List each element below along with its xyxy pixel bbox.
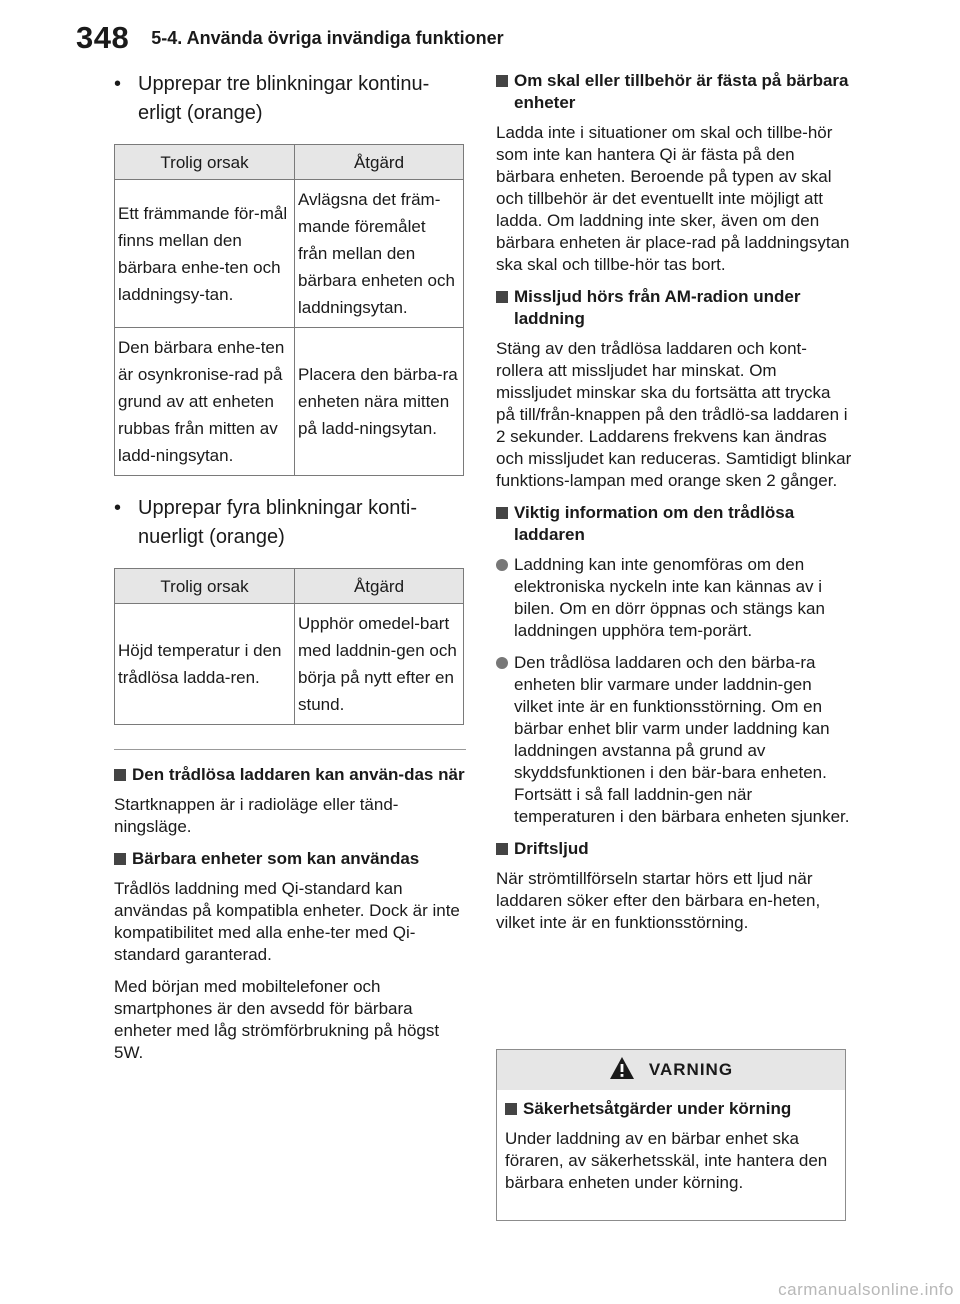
table-cell-action: Placera den bärba-ra enheten nära mitten på ladd-ningsytan.	[295, 328, 464, 476]
page-number: 348	[76, 20, 130, 55]
column-header-cause: Trolig orsak	[115, 569, 295, 604]
table-header-row	[115, 569, 464, 604]
bullet-dot-icon: •	[114, 73, 122, 95]
warning-text: Under laddning av en bärbar enhet ska föraren, av säkerhetsskäl, inte hantera den bärbara enheten under körning.	[505, 1129, 828, 1192]
warning-box	[496, 1049, 846, 1221]
column-header-cause: Trolig orsak	[115, 145, 295, 180]
square-bullet-icon	[496, 291, 508, 303]
table-header-row	[115, 145, 464, 180]
bullet-dot-icon: •	[114, 497, 122, 519]
table-row	[115, 180, 464, 328]
fault-table-three-blinks	[114, 144, 464, 476]
heading-important-info: Viktig information om den trådlösa laddaren	[496, 502, 852, 546]
right-column	[496, 70, 852, 944]
table-cell-action: Upphör omedel-bart med laddnin-gen och börja på nytt efter en stund.	[295, 604, 464, 725]
left-column	[114, 70, 466, 1074]
bullet-four-blinks	[114, 494, 466, 552]
heading-cases-accessories: Om skal eller tillbehör är fästa på bärbara enheter	[496, 70, 852, 114]
square-bullet-icon	[496, 507, 508, 519]
paragraph-usable-when: Startknappen är i radioläge eller tänd-ningsläge.	[114, 795, 399, 836]
list-item-heat: Den trådlösa laddaren och den bärba-ra enheten blir varmare under laddnin-gen vilket inte är en funktionsstörning. Om en bärbar enhet blir varm under laddning kan laddningen avstanna på grund av skyddsfunktionen i den bär-bara enheten. Fortsätt i så fall laddnin-gen när temperaturen i den bärbara enheten sjunker.	[496, 652, 852, 828]
heading-operating-sound: Driftsljud	[496, 838, 852, 860]
heading-safety-while-driving: Säkerhetsåtgärder under körning	[505, 1098, 835, 1120]
warning-triangle-icon	[609, 1056, 635, 1085]
table-row	[115, 328, 464, 476]
heading-am-noise: Missljud hörs från AM-radion under laddning	[496, 286, 852, 330]
square-bullet-icon	[114, 853, 126, 865]
section-title: 5-4. Använda övriga invändiga funktioner	[151, 27, 504, 48]
column-header-action: Åtgärd	[295, 145, 464, 180]
watermark: carmanualsonline.info	[778, 1280, 954, 1299]
heading-usable-when: Den trådlösa laddaren kan använ-das när	[114, 764, 466, 786]
paragraph-am-noise: Stäng av den trådlösa laddaren och kont-rollera att missljudet har minskat. Om missljudet minskar ska du fortsätta att trycka på till/från-knappen på den trådlö-sa laddaren i 2 sekunder. Laddarens frekvens kan ändras och missljudet kan reduceras. Samtidigt blinkar funktions-lampan med orange sken 2 gånger.	[496, 339, 852, 490]
warning-title: VARNING	[648, 1060, 734, 1079]
square-bullet-icon	[496, 75, 508, 87]
circle-bullet-icon	[496, 657, 508, 669]
paragraph-qi-standard: Trådlös laddning med Qi-standard kan användas på kompatibla enheter. Dock är inte kompatibilitet med alla enhe-ter med Qi-standard garanterad.	[114, 879, 460, 964]
heading-compatible-devices: Bärbara enheter som kan användas	[114, 848, 466, 870]
square-bullet-icon	[114, 769, 126, 781]
bullet-text: Upprepar tre blinkningar kontinu-erligt (orange)	[138, 73, 430, 124]
paragraph-cases-accessories: Ladda inte i situationer om skal och tillbe-hör som inte kan hantera Qi är fästa på den bärbara enheten. Beroende på typen av skal och tillbehör är det eventuellt inte möjligt att ladda. Om laddning inte sker, även om den bärbara enheten är place-rad på laddningsytan ska skal och tillbe-hör tas bort.	[496, 123, 850, 274]
page-header	[76, 18, 504, 58]
warning-header	[497, 1050, 845, 1090]
paragraph-low-power: Med början med mobiltelefoner och smartphones är den avsedd för bärbara enheter med låg strömförbrukning på högst 5W.	[114, 977, 440, 1062]
table-cell-action: Avlägsna det främ-mande föremålet från mellan den bärbara enheten och laddningsytan.	[295, 180, 464, 328]
table-row	[115, 604, 464, 725]
list-item-key-detection: Laddning kan inte genomföras om den elektroniska nyckeln inte kan kännas av i bilen. Om en dörr öppnas och stängs kan laddningen upphöra tem-porärt.	[496, 554, 852, 642]
table-cell-cause: Ett främmande för-mål finns mellan den bärbara enhe-ten och laddningsy-tan.	[115, 180, 295, 328]
bullet-text: Upprepar fyra blinkningar konti-nuerligt (orange)	[138, 497, 418, 548]
paragraph-operating-sound: När strömtillförseln startar hörs ett ljud när laddaren söker efter den bärbara en-heten, vilket inte är en funktionsstörning.	[496, 869, 821, 932]
fault-table-four-blinks	[114, 568, 464, 725]
circle-bullet-icon	[496, 559, 508, 571]
table-cell-cause: Höjd temperatur i den trådlösa ladda-ren.	[115, 604, 295, 725]
column-header-action: Åtgärd	[295, 569, 464, 604]
bullet-three-blinks	[114, 70, 466, 128]
warning-body	[497, 1090, 845, 1194]
table-cell-cause: Den bärbara enhe-ten är osynkronise-rad på grund av att enheten rubbas från mitten av ladd-ningsytan.	[115, 328, 295, 476]
square-bullet-icon	[496, 843, 508, 855]
square-bullet-icon	[505, 1103, 517, 1115]
section-divider	[114, 749, 466, 750]
